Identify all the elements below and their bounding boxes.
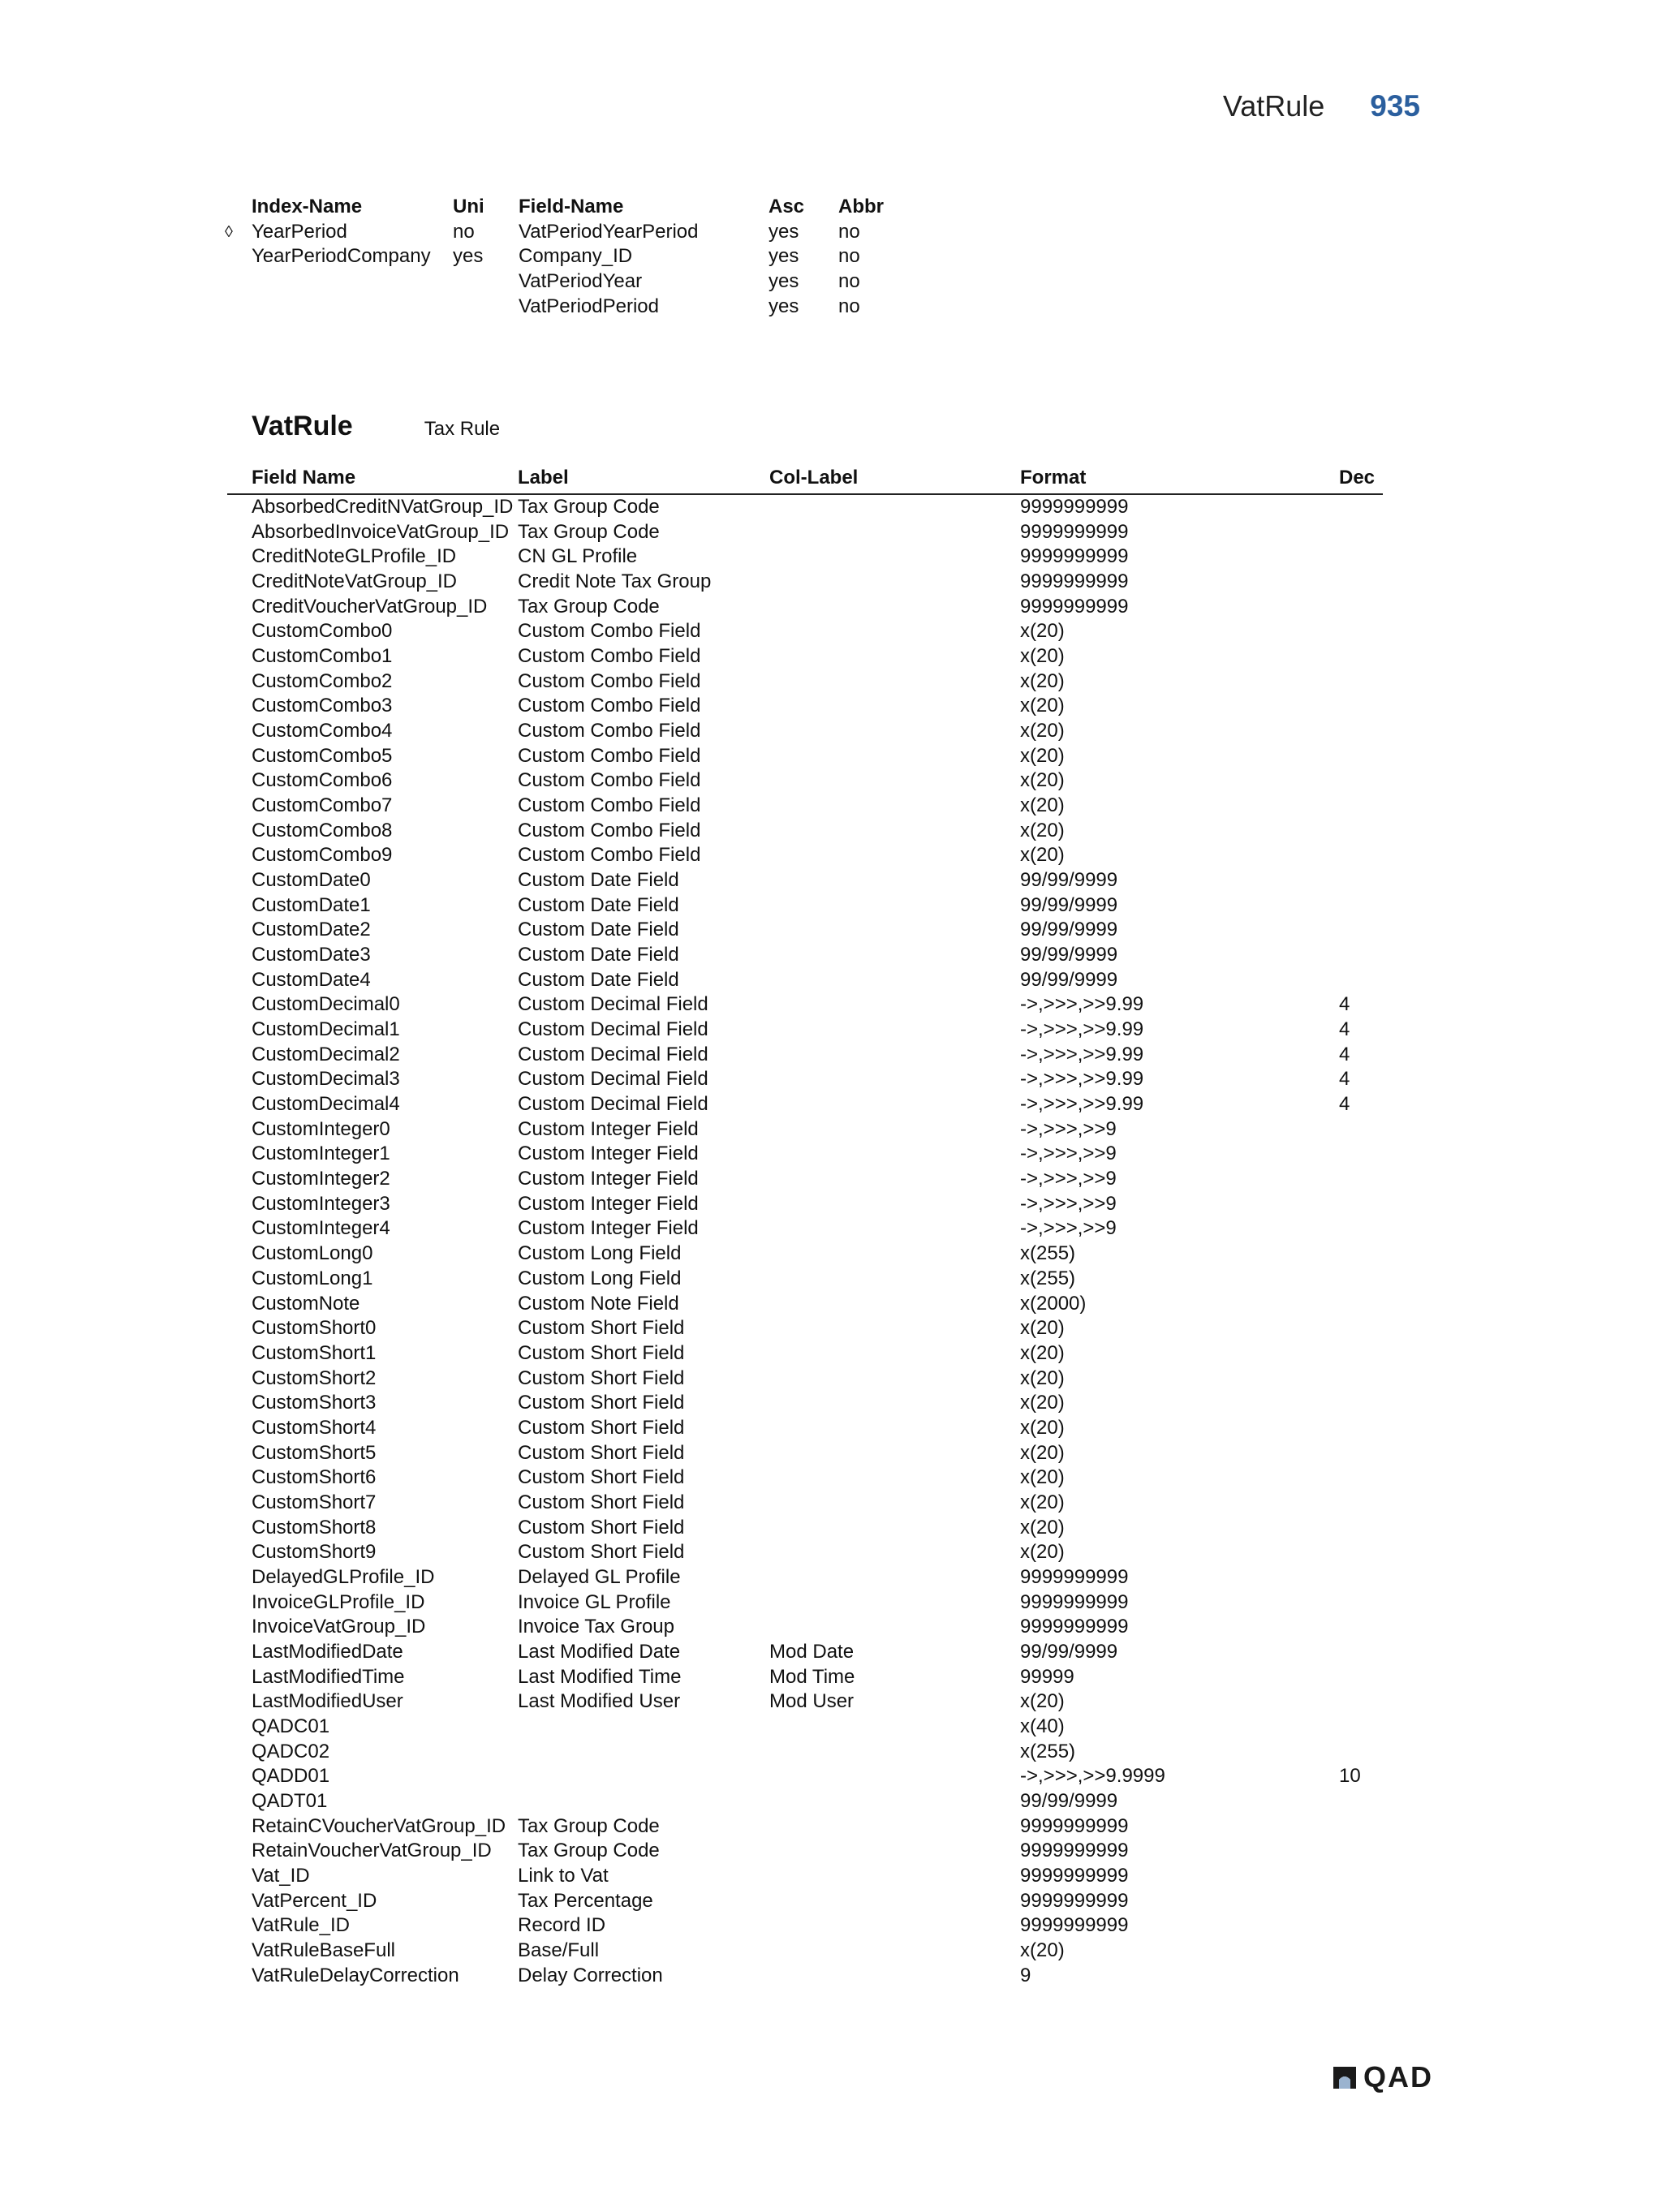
field-name-cell: CustomShort5: [252, 1441, 377, 1464]
table-row: [227, 1341, 1383, 1366]
field-name-cell: CustomShort7: [252, 1491, 377, 1513]
index-uni-cell: yes: [453, 245, 484, 268]
label-cell: Custom Date Field: [518, 869, 679, 892]
table-row: [227, 1516, 1383, 1541]
label-cell: Custom Long Field: [518, 1242, 682, 1265]
field-name-cell: VatPercent_ID: [252, 1889, 377, 1912]
table-row: [227, 1740, 1383, 1765]
label-cell: Credit Note Tax Group: [518, 570, 712, 593]
label-cell: Custom Short Field: [518, 1441, 685, 1464]
field-name-cell: CreditVoucherVatGroup_ID: [252, 595, 488, 618]
field-name-cell: CustomShort9: [252, 1541, 377, 1564]
label-cell: Invoice Tax Group: [518, 1616, 674, 1638]
table-row: [227, 1267, 1383, 1292]
index-name-cell: YearPeriod: [252, 220, 347, 243]
field-name-cell: CustomDate2: [252, 919, 371, 941]
field-name-cell: AbsorbedCreditNVatGroup_ID: [252, 496, 514, 518]
field-name-cell: CustomDate3: [252, 944, 371, 966]
label-cell: Tax Group Code: [518, 496, 660, 518]
field-name-cell: RetainVoucherVatGroup_ID: [252, 1840, 492, 1862]
header-dec: Dec: [1339, 467, 1376, 488]
format-cell: ->,>>>,>>9: [1020, 1168, 1117, 1190]
index-header-abbr: Abbr: [838, 196, 884, 217]
table-row: [227, 1839, 1383, 1864]
field-name-cell: CustomCombo3: [252, 695, 393, 717]
dec-cell: 4: [1339, 1043, 1350, 1065]
field-name-cell: CustomDate4: [252, 968, 371, 991]
table-row: [227, 1889, 1383, 1914]
logo-text: QAD: [1363, 2060, 1433, 2094]
label-cell: Custom Short Field: [518, 1366, 685, 1389]
label-cell: Tax Percentage: [518, 1889, 653, 1912]
index-asc-cell: yes: [769, 295, 799, 317]
label-cell: Custom Date Field: [518, 893, 679, 916]
table-row: [227, 719, 1383, 744]
table-row: [227, 1292, 1383, 1317]
format-cell: x(255): [1020, 1267, 1076, 1289]
table-row: [227, 819, 1383, 844]
field-name-cell: CustomDecimal3: [252, 1068, 400, 1091]
field-name-cell: CustomLong1: [252, 1267, 373, 1289]
label-cell: Delayed GL Profile: [518, 1565, 681, 1588]
label-cell: Custom Integer Field: [518, 1168, 699, 1190]
label-cell: Tax Group Code: [518, 1814, 660, 1837]
field-name-cell: VatRule_ID: [252, 1914, 350, 1937]
label-cell: Custom Combo Field: [518, 794, 701, 817]
label-cell: Custom Combo Field: [518, 744, 701, 767]
field-name-cell: RetainCVoucherVatGroup_ID: [252, 1814, 506, 1837]
label-cell: Record ID: [518, 1914, 606, 1937]
format-cell: 9999999999: [1020, 1840, 1129, 1862]
index-header-field: Field-Name: [519, 196, 624, 217]
field-name-cell: QADC01: [252, 1715, 330, 1737]
field-name-cell: CustomCombo5: [252, 744, 393, 767]
field-name-cell: InvoiceVatGroup_ID: [252, 1616, 426, 1638]
label-cell: Custom Decimal Field: [518, 1043, 708, 1065]
index-abbr-cell: no: [838, 220, 860, 243]
running-head: [1223, 89, 1420, 123]
format-cell: x(255): [1020, 1242, 1076, 1265]
format-cell: 9999999999: [1020, 1590, 1129, 1613]
table-row: [227, 544, 1383, 570]
field-name-cell: AbsorbedInvoiceVatGroup_ID: [252, 520, 510, 543]
field-name-cell: CustomInteger0: [252, 1117, 390, 1140]
label-cell: Tax Group Code: [518, 595, 660, 618]
table-name: VatRule: [252, 411, 353, 441]
table-row: [227, 1092, 1383, 1117]
format-cell: x(20): [1020, 1317, 1065, 1340]
label-cell: Invoice GL Profile: [518, 1590, 671, 1613]
table-row: [227, 1764, 1383, 1789]
table-row: [227, 1939, 1383, 1964]
page-number: 935: [1370, 89, 1420, 123]
table-row: [227, 1565, 1383, 1590]
format-cell: 9999999999: [1020, 545, 1129, 568]
index-asc-cell: yes: [769, 270, 799, 293]
index-field-cell: VatPeriodYear: [519, 270, 643, 293]
label-cell: Base/Full: [518, 1939, 600, 1961]
label-cell: Custom Short Field: [518, 1392, 685, 1414]
field-name-cell: CustomLong0: [252, 1242, 373, 1265]
index-abbr-cell: no: [838, 245, 860, 268]
field-name-cell: CustomDecimal2: [252, 1043, 400, 1065]
field-name-cell: CustomDecimal1: [252, 1018, 400, 1041]
dec-cell: 4: [1339, 993, 1350, 1016]
field-name-cell: LastModifiedDate: [252, 1640, 403, 1663]
field-name-cell: VatRuleBaseFull: [252, 1939, 395, 1961]
field-name-cell: CustomShort0: [252, 1317, 377, 1340]
format-cell: ->,>>>,>>9: [1020, 1143, 1117, 1165]
format-cell: 9999999999: [1020, 1889, 1129, 1912]
label-cell: Custom Short Field: [518, 1541, 685, 1564]
index-abbr-cell: no: [838, 295, 860, 317]
table-row: [227, 1590, 1383, 1616]
index-header-uni: Uni: [453, 196, 484, 217]
field-name-cell: CustomShort1: [252, 1341, 377, 1364]
format-cell: x(20): [1020, 1441, 1065, 1464]
label-cell: Custom Combo Field: [518, 645, 701, 668]
table-row: [227, 595, 1383, 620]
field-name-cell: CustomInteger2: [252, 1168, 390, 1190]
table-row: [227, 1789, 1383, 1814]
table-row: [227, 520, 1383, 545]
index-header-asc: Asc: [769, 196, 805, 217]
label-cell: Delay Correction: [518, 1964, 663, 1986]
format-cell: x(20): [1020, 794, 1065, 817]
label-cell: Tax Group Code: [518, 520, 660, 543]
field-name-cell: LastModifiedUser: [252, 1690, 403, 1713]
label-cell: Custom Combo Field: [518, 620, 701, 643]
field-name-cell: VatRuleDelayCorrection: [252, 1964, 459, 1986]
format-cell: ->,>>>,>>9.99: [1020, 1068, 1144, 1091]
format-cell: x(20): [1020, 1690, 1065, 1713]
format-cell: x(20): [1020, 1416, 1065, 1439]
index-asc-cell: yes: [769, 220, 799, 243]
label-cell: Custom Date Field: [518, 944, 679, 966]
format-cell: 9: [1020, 1964, 1031, 1986]
label-cell: Custom Decimal Field: [518, 1093, 708, 1116]
format-cell: x(20): [1020, 1516, 1065, 1539]
table-row: [227, 768, 1383, 794]
table-row: [227, 694, 1383, 719]
format-cell: x(20): [1020, 744, 1065, 767]
table-row: [227, 1615, 1383, 1640]
format-cell: x(20): [1020, 1541, 1065, 1564]
index-field-cell: Company_ID: [519, 245, 633, 268]
index-header-name: Index-Name: [252, 196, 363, 217]
label-cell: Custom Integer Field: [518, 1192, 699, 1215]
format-cell: 99/99/9999: [1020, 869, 1118, 892]
field-name-cell: CustomCombo4: [252, 720, 393, 742]
table-row: [227, 943, 1383, 968]
format-cell: x(20): [1020, 1466, 1065, 1489]
format-cell: x(20): [1020, 695, 1065, 717]
table-row: [227, 794, 1383, 819]
format-cell: ->,>>>,>>9.9999: [1020, 1765, 1165, 1788]
dec-cell: 4: [1339, 1093, 1350, 1116]
format-cell: x(20): [1020, 645, 1065, 668]
format-cell: 9999999999: [1020, 570, 1129, 593]
label-cell: Last Modified Date: [518, 1640, 681, 1663]
table-row: [227, 1316, 1383, 1341]
field-name-cell: CustomShort8: [252, 1516, 377, 1539]
format-cell: ->,>>>,>>9.99: [1020, 1093, 1144, 1116]
table-row: [227, 1441, 1383, 1466]
dec-cell: 4: [1339, 1018, 1350, 1041]
label-cell: Custom Short Field: [518, 1516, 685, 1539]
label-cell: Custom Combo Field: [518, 720, 701, 742]
table-row: [227, 992, 1383, 1018]
format-cell: x(20): [1020, 844, 1065, 867]
table-row: [227, 1366, 1383, 1392]
col-label-cell: Mod User: [769, 1690, 855, 1713]
table-heading: [252, 411, 500, 442]
field-name-cell: CustomDecimal0: [252, 993, 400, 1016]
table-row: [227, 619, 1383, 644]
table-row: [227, 1715, 1383, 1740]
format-cell: x(20): [1020, 669, 1065, 692]
format-cell: 99/99/9999: [1020, 968, 1118, 991]
label-cell: Last Modified User: [518, 1690, 681, 1713]
header-format: Format: [1020, 467, 1087, 488]
label-cell: Custom Combo Field: [518, 844, 701, 867]
field-name-cell: CustomCombo9: [252, 844, 393, 867]
label-cell: Custom Short Field: [518, 1466, 685, 1489]
qad-logo-icon: [1331, 2064, 1358, 2091]
label-cell: CN GL Profile: [518, 545, 638, 568]
format-cell: 99/99/9999: [1020, 893, 1118, 916]
format-cell: 9999999999: [1020, 1565, 1129, 1588]
format-cell: x(2000): [1020, 1292, 1087, 1315]
table-row: [227, 1864, 1383, 1889]
index-name-cell: YearPeriodCompany: [252, 245, 431, 268]
table-row: [227, 1043, 1383, 1068]
label-cell: Custom Combo Field: [518, 769, 701, 792]
table-row: [227, 1117, 1383, 1143]
table-row: [227, 495, 1383, 520]
table-row: [227, 1242, 1383, 1267]
field-name-cell: LastModifiedTime: [252, 1665, 405, 1688]
table-row: [227, 570, 1383, 595]
field-name-cell: QADT01: [252, 1789, 328, 1812]
format-cell: ->,>>>,>>9: [1020, 1117, 1117, 1140]
format-cell: x(20): [1020, 1491, 1065, 1513]
header-col-label: Col-Label: [769, 467, 859, 488]
index-field-cell: VatPeriodPeriod: [519, 295, 659, 317]
format-cell: x(20): [1020, 620, 1065, 643]
label-cell: Custom Short Field: [518, 1491, 685, 1513]
table-row: [227, 1814, 1383, 1840]
field-name-cell: CustomInteger3: [252, 1192, 390, 1215]
table-row: [227, 1640, 1383, 1665]
field-name-cell: CustomCombo0: [252, 620, 393, 643]
field-name-cell: CustomInteger1: [252, 1143, 390, 1165]
format-cell: x(20): [1020, 1392, 1065, 1414]
field-name-cell: CustomCombo6: [252, 769, 393, 792]
field-name-cell: CustomDate0: [252, 869, 371, 892]
format-cell: 99/99/9999: [1020, 919, 1118, 941]
format-cell: 99/99/9999: [1020, 944, 1118, 966]
format-cell: 9999999999: [1020, 1864, 1129, 1887]
format-cell: 9999999999: [1020, 1914, 1129, 1937]
label-cell: Custom Integer Field: [518, 1143, 699, 1165]
field-table-header: [227, 463, 1383, 495]
label-cell: Custom Short Field: [518, 1317, 685, 1340]
label-cell: Custom Decimal Field: [518, 993, 708, 1016]
format-cell: 99999: [1020, 1665, 1074, 1688]
index-asc-cell: yes: [769, 245, 799, 268]
table-row: [227, 893, 1383, 919]
header-label: Label: [518, 467, 569, 488]
label-cell: Custom Decimal Field: [518, 1018, 708, 1041]
label-cell: Custom Combo Field: [518, 819, 701, 841]
label-cell: Custom Decimal Field: [518, 1068, 708, 1091]
table-row: [227, 1067, 1383, 1092]
label-cell: Custom Combo Field: [518, 695, 701, 717]
format-cell: x(20): [1020, 1366, 1065, 1389]
label-cell: Custom Note Field: [518, 1292, 679, 1315]
format-cell: 99/99/9999: [1020, 1640, 1118, 1663]
format-cell: 9999999999: [1020, 1616, 1129, 1638]
table-row: [227, 669, 1383, 695]
format-cell: 9999999999: [1020, 520, 1129, 543]
format-cell: x(20): [1020, 769, 1065, 792]
table-row: [227, 1416, 1383, 1441]
table-row: [227, 1689, 1383, 1715]
col-label-cell: Mod Date: [769, 1640, 855, 1663]
format-cell: 99/99/9999: [1020, 1789, 1118, 1812]
label-cell: Custom Date Field: [518, 919, 679, 941]
format-cell: x(20): [1020, 1939, 1065, 1961]
table-description: Tax Rule: [424, 418, 501, 440]
col-label-cell: Mod Time: [769, 1665, 855, 1688]
format-cell: ->,>>>,>>9: [1020, 1217, 1117, 1240]
field-name-cell: QADD01: [252, 1765, 330, 1788]
field-table-body: [227, 495, 1383, 1988]
label-cell: Link to Vat: [518, 1864, 609, 1887]
table-row: [227, 1913, 1383, 1939]
table-row: [227, 1216, 1383, 1242]
field-name-cell: CreditNoteVatGroup_ID: [252, 570, 458, 593]
format-cell: ->,>>>,>>9.99: [1020, 993, 1144, 1016]
table-row: [227, 644, 1383, 669]
field-name-cell: CustomCombo2: [252, 669, 393, 692]
table-row: [227, 1192, 1383, 1217]
index-abbr-cell: no: [838, 270, 860, 293]
index-marker: ◊: [225, 222, 233, 241]
format-cell: x(20): [1020, 819, 1065, 841]
field-name-cell: CustomCombo7: [252, 794, 393, 817]
format-cell: x(255): [1020, 1740, 1076, 1762]
field-name-cell: Vat_ID: [252, 1864, 310, 1887]
field-name-cell: CustomNote: [252, 1292, 360, 1315]
field-name-cell: CustomInteger4: [252, 1217, 390, 1240]
field-name-cell: CustomCombo8: [252, 819, 393, 841]
table-row: [227, 744, 1383, 769]
field-name-cell: QADC02: [252, 1740, 330, 1762]
format-cell: 9999999999: [1020, 496, 1129, 518]
table-row: [227, 1167, 1383, 1192]
format-cell: ->,>>>,>>9: [1020, 1192, 1117, 1215]
index-uni-cell: no: [453, 220, 475, 243]
label-cell: Custom Integer Field: [518, 1117, 699, 1140]
table-row: [227, 1540, 1383, 1565]
field-name-cell: CustomDecimal4: [252, 1093, 400, 1116]
field-name-cell: CustomShort3: [252, 1392, 377, 1414]
label-cell: Custom Short Field: [518, 1416, 685, 1439]
table-row: [227, 918, 1383, 943]
table-row: [227, 1665, 1383, 1690]
table-row: [227, 1491, 1383, 1516]
field-name-cell: InvoiceGLProfile_ID: [252, 1590, 425, 1613]
field-name-cell: CustomShort4: [252, 1416, 377, 1439]
format-cell: x(40): [1020, 1715, 1065, 1737]
format-cell: ->,>>>,>>9.99: [1020, 1018, 1144, 1041]
field-name-cell: CustomDate1: [252, 893, 371, 916]
format-cell: x(20): [1020, 1341, 1065, 1364]
label-cell: Custom Short Field: [518, 1341, 685, 1364]
table-row: [227, 843, 1383, 868]
qad-logo: [1331, 2060, 1433, 2094]
format-cell: ->,>>>,>>9.99: [1020, 1043, 1144, 1065]
field-name-cell: CreditNoteGLProfile_ID: [252, 545, 457, 568]
label-cell: Custom Combo Field: [518, 669, 701, 692]
label-cell: Last Modified Time: [518, 1665, 682, 1688]
label-cell: Tax Group Code: [518, 1840, 660, 1862]
format-cell: 9999999999: [1020, 595, 1129, 618]
label-cell: Custom Long Field: [518, 1267, 682, 1289]
header-field-name: Field Name: [252, 467, 356, 488]
running-title: VatRule: [1222, 89, 1325, 123]
format-cell: 9999999999: [1020, 1814, 1129, 1837]
table-row: [227, 968, 1383, 993]
label-cell: Custom Integer Field: [518, 1217, 699, 1240]
field-name-cell: CustomShort2: [252, 1366, 377, 1389]
index-field-cell: VatPeriodYearPeriod: [519, 220, 699, 243]
dec-cell: 4: [1339, 1068, 1350, 1091]
field-name-cell: CustomShort6: [252, 1466, 377, 1489]
field-table: [227, 463, 1383, 1988]
field-name-cell: DelayedGLProfile_ID: [252, 1565, 435, 1588]
format-cell: x(20): [1020, 720, 1065, 742]
table-row: [227, 1964, 1383, 1989]
table-row: [227, 1465, 1383, 1491]
table-row: [227, 1391, 1383, 1416]
table-row: [227, 1018, 1383, 1043]
field-name-cell: CustomCombo1: [252, 645, 393, 668]
table-row: [227, 1142, 1383, 1167]
label-cell: Custom Date Field: [518, 968, 679, 991]
dec-cell: 10: [1339, 1765, 1361, 1788]
table-row: [227, 868, 1383, 893]
